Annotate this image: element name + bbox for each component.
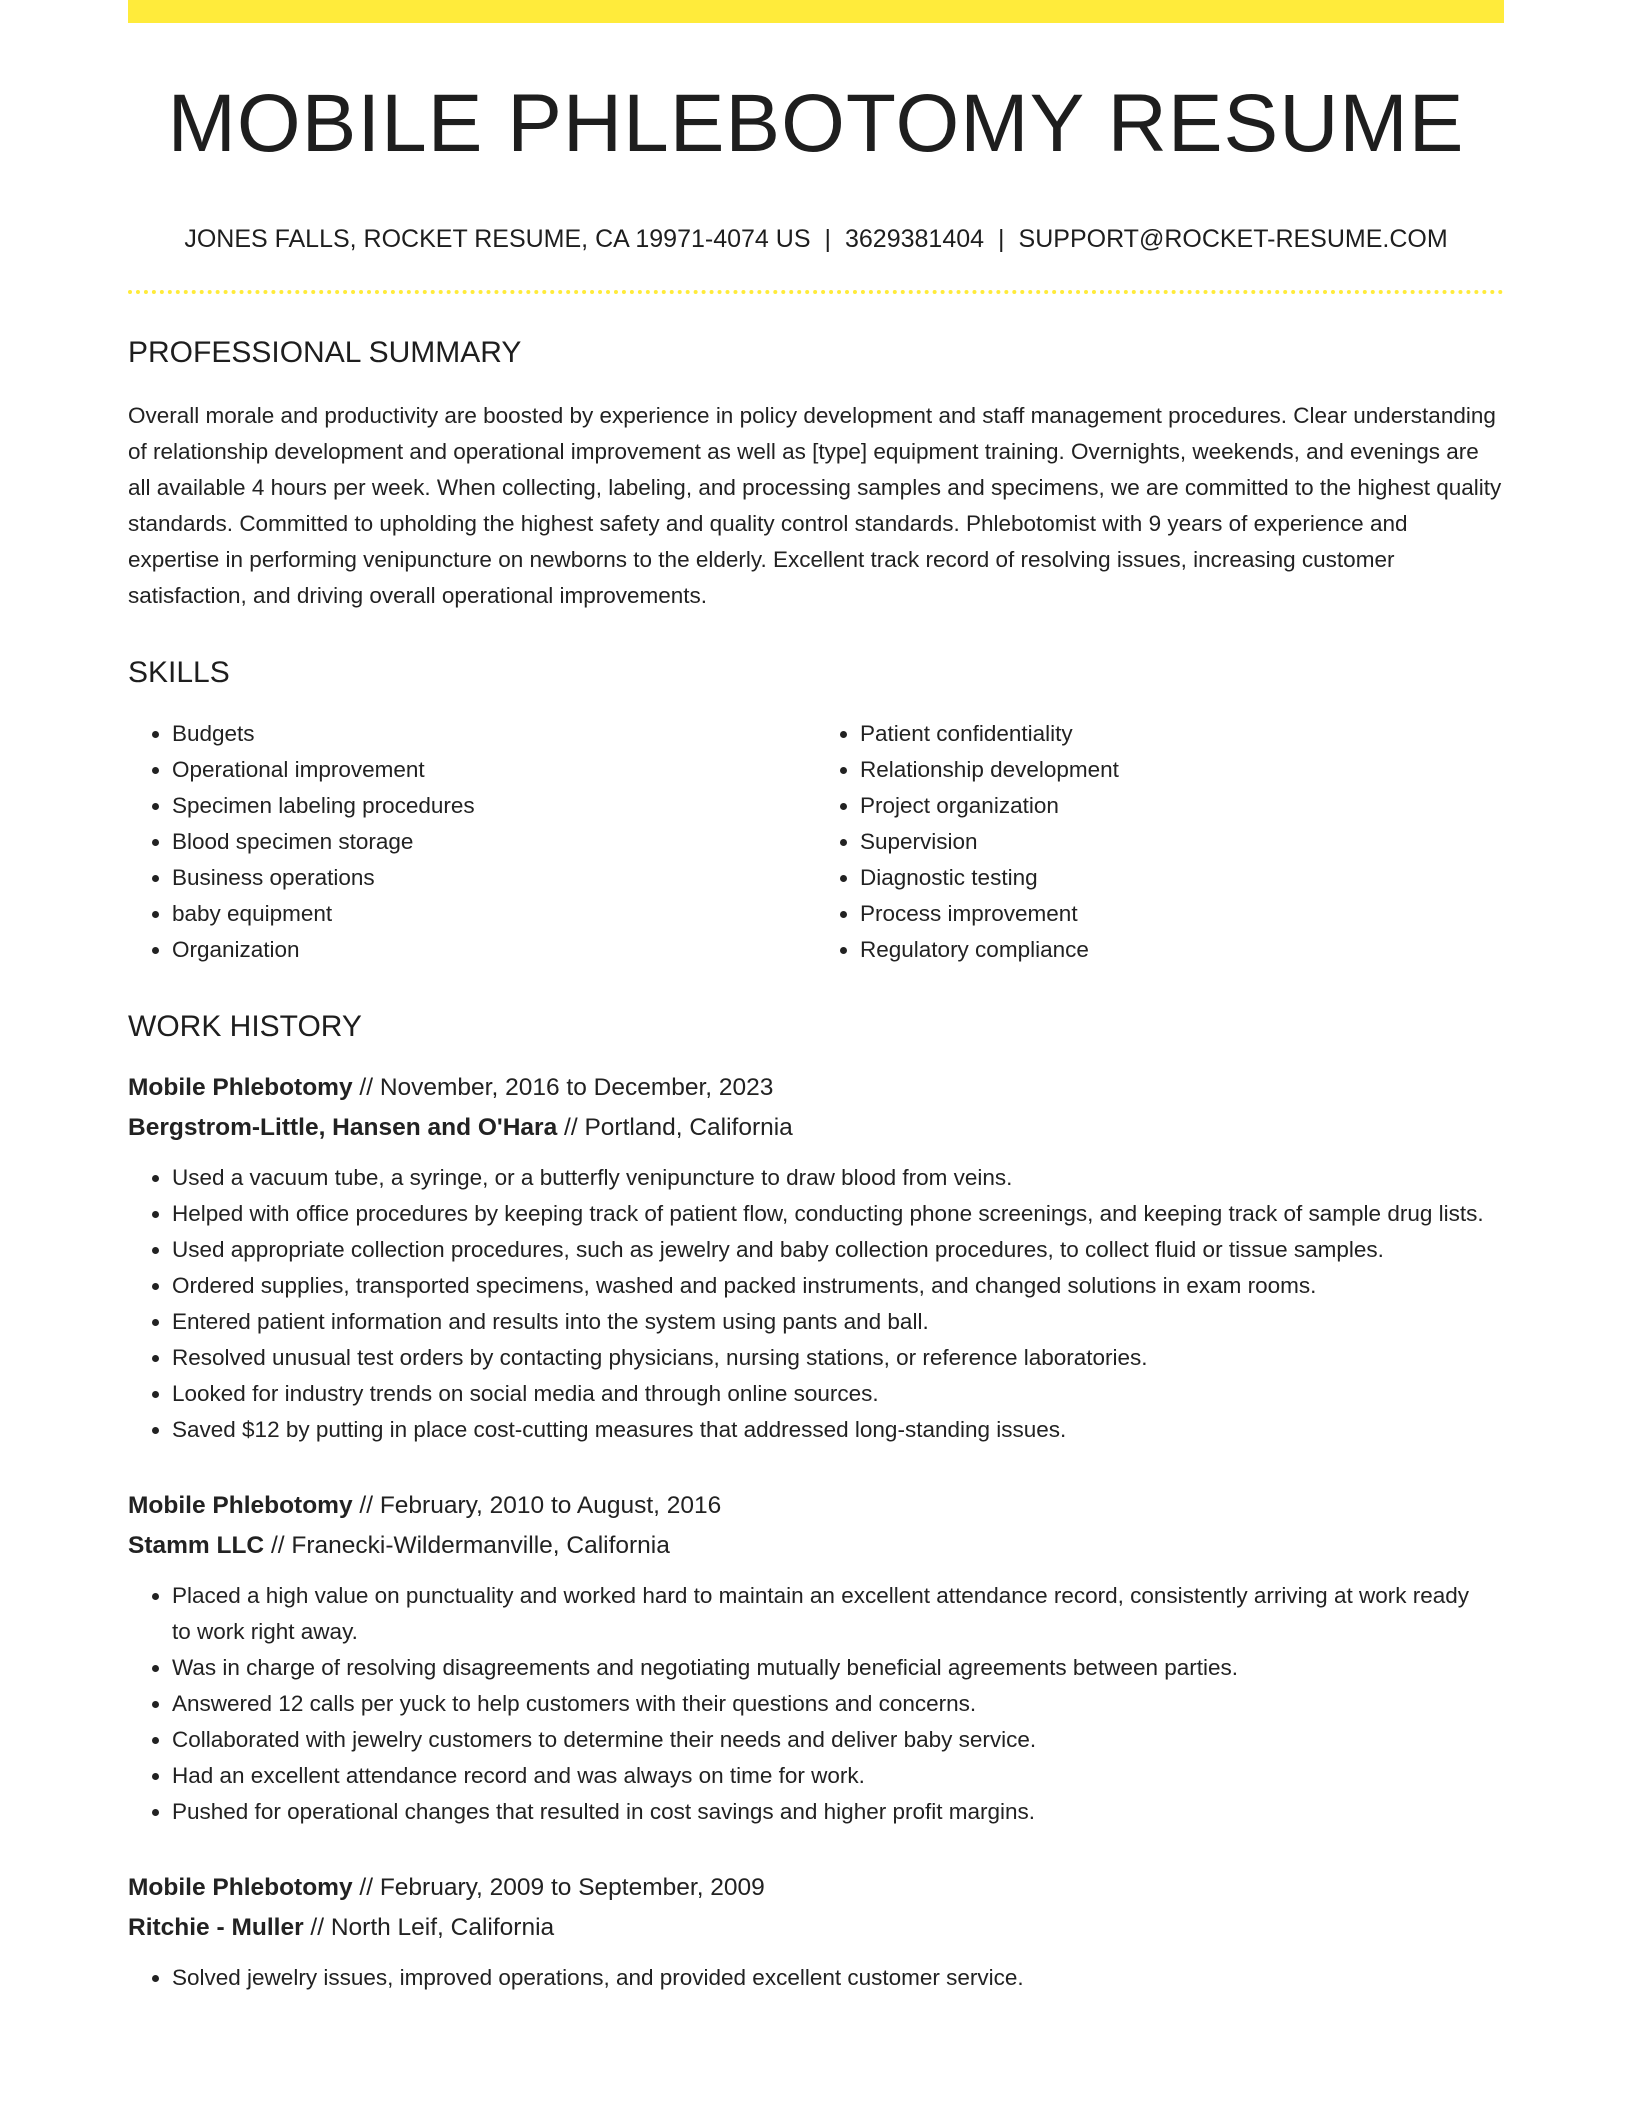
contact-separator: | xyxy=(998,225,1005,253)
contact-separator: | xyxy=(824,225,831,253)
job-bullet: • Looked for industry trends on social media and through online sources. xyxy=(172,1376,1504,1412)
work-history-heading: WORK HISTORY xyxy=(128,1010,362,1043)
resume-page xyxy=(128,0,1504,1996)
contact-phone: 3629381404 xyxy=(845,225,985,253)
skill-item: • Patient confidentiality xyxy=(860,716,1504,752)
job-bullet: • Solved jewelry issues, improved operations, and provided excellent customer service. xyxy=(172,1960,1504,1996)
job-bullets xyxy=(128,1160,1504,1448)
job-bullet: • Resolved unusual test orders by contacting physicians, nursing stations, or reference laboratories. xyxy=(172,1340,1504,1376)
summary-text: Overall morale and productivity are boosted by experience in policy development and staff management procedures. Clear understanding of relationship development and operational improvement as well as [type] equipment training. Overnights, weekends, and evenings are all available 4 hours per week. When collecting, labeling, and processing samples and specimens, we are committed to the highest quality standards. Committed to upholding the highest safety and quality control standards. Phlebotomist with 9 years of experience and expertise in performing venipuncture on newborns to the elderly. Excellent track record of resolving issues, increasing customer satisfaction, and driving overall operational improvements. xyxy=(128,403,1502,608)
job-title-line xyxy=(128,1068,1504,1108)
contact-address: JONES FALLS, ROCKET RESUME, CA 19971-4074 US xyxy=(184,225,811,253)
job-location: // Franecki-Wildermanville, California xyxy=(264,1532,670,1559)
job-bullet: • Ordered supplies, transported specimens, washed and packed instruments, and changed solutions in exam rooms. xyxy=(172,1268,1504,1304)
skill-item: • Diagnostic testing xyxy=(860,860,1504,896)
job-bullet: • Entered patient information and results into the system using pants and ball. xyxy=(172,1304,1504,1340)
job-dates: // November, 2016 to December, 2023 xyxy=(352,1074,774,1101)
job-bullets xyxy=(128,1960,1504,1996)
skill-item: • Operational improvement xyxy=(172,752,816,788)
job-company: Ritchie - Muller xyxy=(128,1914,304,1941)
job-company: Bergstrom-Little, Hansen and O'Hara xyxy=(128,1114,558,1141)
job-company-line xyxy=(128,1908,1504,1948)
job-bullet: • Saved $12 by putting in place cost-cutting measures that addressed long-standing issues. xyxy=(172,1412,1504,1448)
job-bullet: • Helped with office procedures by keeping track of patient flow, conducting phone screenings, and keeping track of sample drug lists. xyxy=(172,1196,1504,1232)
skill-item: • Blood specimen storage xyxy=(172,824,816,860)
skill-item: • Regulatory compliance xyxy=(860,932,1504,968)
skill-item: • Process improvement xyxy=(860,896,1504,932)
contact-line xyxy=(128,227,1504,252)
job-dates: // February, 2010 to August, 2016 xyxy=(352,1492,722,1519)
job-location: // Portland, California xyxy=(557,1114,793,1141)
skills-column-left xyxy=(128,716,816,968)
job-bullet: • Used appropriate collection procedures, such as jewelry and baby collection procedures, to collect fluid or tissue samples. xyxy=(172,1232,1504,1268)
job-title: Mobile Phlebotomy xyxy=(128,1492,353,1519)
skills-heading: SKILLS xyxy=(128,656,230,689)
job-bullet: • Pushed for operational changes that resulted in cost savings and higher profit margins. xyxy=(172,1794,1504,1830)
job-company: Stamm LLC xyxy=(128,1532,265,1559)
skills-list xyxy=(128,716,1504,968)
skill-item: • Budgets xyxy=(172,716,816,752)
contact-email: SUPPORT@ROCKET-RESUME.COM xyxy=(1018,225,1448,253)
skill-item: • Project organization xyxy=(860,788,1504,824)
job-location: // North Leif, California xyxy=(303,1914,555,1941)
skill-item: • baby equipment xyxy=(172,896,816,932)
job-dates: // February, 2009 to September, 2009 xyxy=(352,1874,765,1901)
header-divider xyxy=(128,290,1504,294)
job-bullet: • Had an excellent attendance record and was always on time for work. xyxy=(172,1758,1504,1794)
skill-item: • Organization xyxy=(172,932,816,968)
page-title: MOBILE PHLEBOTOMY RESUME xyxy=(167,78,1465,169)
job-bullet: • Placed a high value on punctuality and worked hard to maintain an excellent attendance record, consistently arriving at work ready to work right away. xyxy=(172,1578,1504,1650)
job-company-line xyxy=(128,1108,1504,1148)
summary-heading: PROFESSIONAL SUMMARY xyxy=(128,336,522,369)
skills-column-right xyxy=(816,716,1504,968)
job-company-line xyxy=(128,1526,1504,1566)
skill-item: • Business operations xyxy=(172,860,816,896)
job-bullet: • Collaborated with jewelry customers to determine their needs and deliver baby service. xyxy=(172,1722,1504,1758)
job-bullets xyxy=(128,1578,1504,1830)
job-title-line xyxy=(128,1486,1504,1526)
job-entry xyxy=(128,1068,1504,1448)
job-bullet: • Answered 12 calls per yuck to help customers with their questions and concerns. xyxy=(172,1686,1504,1722)
job-entry xyxy=(128,1868,1504,1996)
job-title: Mobile Phlebotomy xyxy=(128,1874,353,1901)
skill-item: • Supervision xyxy=(860,824,1504,860)
job-title-line xyxy=(128,1868,1504,1908)
job-entry xyxy=(128,1486,1504,1830)
job-bullet: • Used a vacuum tube, a syringe, or a butterfly venipuncture to draw blood from veins. xyxy=(172,1160,1504,1196)
skill-item: • Relationship development xyxy=(860,752,1504,788)
job-bullet: • Was in charge of resolving disagreements and negotiating mutually beneficial agreements between parties. xyxy=(172,1650,1504,1686)
job-title: Mobile Phlebotomy xyxy=(128,1074,353,1101)
skill-item: • Specimen labeling procedures xyxy=(172,788,816,824)
top-accent-bar xyxy=(128,0,1504,23)
